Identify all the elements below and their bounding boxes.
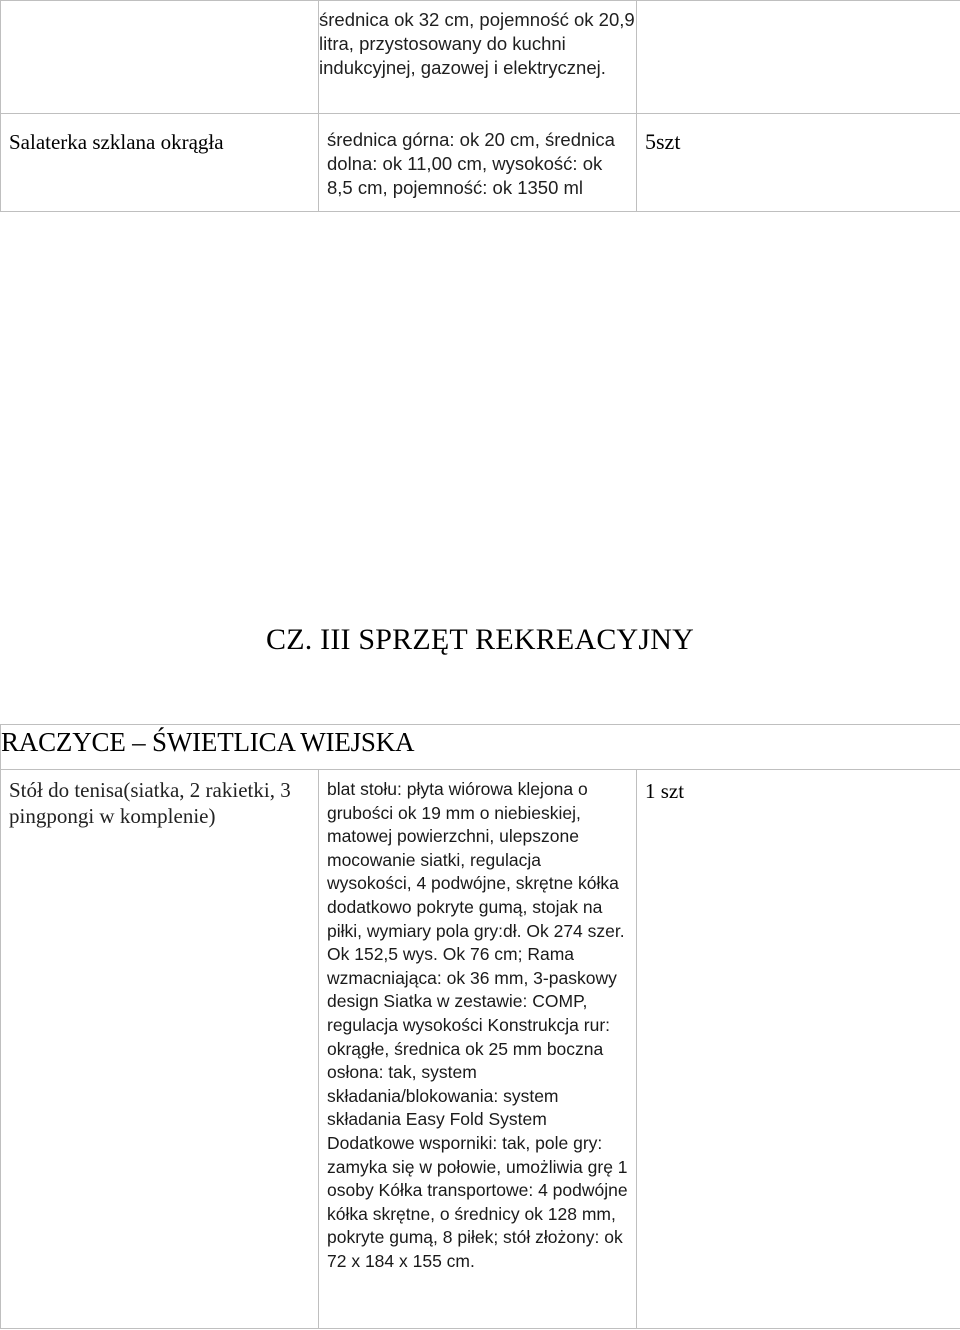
item-name-cell	[1, 114, 319, 212]
table-row	[1, 1, 960, 114]
table-row	[1, 770, 960, 1329]
item-name: Salaterka szklana okrągła	[9, 130, 224, 154]
bottom-items-table	[0, 724, 960, 1329]
item-name-cell	[1, 770, 319, 1329]
item-description: średnica górna: ok 20 cm, średnica dolna: ok 11,00 cm, wysokość: ok 8,5 cm, pojemność: ok 1350 ml	[327, 129, 615, 198]
item-quantity: 1 szt	[645, 779, 685, 803]
item-name: Stół do tenisa(siatka, 2 rakietki, 3 pingpongi w komplenie)	[9, 778, 291, 828]
section-title: CZ. III SPRZĘT REKREACYJNY	[266, 623, 694, 656]
item-quantity-cell	[637, 1, 960, 114]
item-description-cell	[319, 770, 637, 1329]
heading-row	[1, 725, 960, 770]
item-quantity-cell	[637, 114, 960, 212]
item-quantity: 5szt	[645, 129, 681, 154]
table-row	[1, 114, 960, 212]
item-description-cell	[319, 1, 637, 114]
item-quantity-cell	[637, 770, 960, 1329]
item-description-cell	[319, 114, 637, 212]
location-heading-cell	[1, 725, 960, 770]
item-description: średnica ok 32 cm, pojemność ok 20,9 litra, przystosowany do kuchni indukcyjnej, gazowej i elektrycznej.	[319, 9, 635, 78]
location-heading: RACZYCE – ŚWIETLICA WIEJSKA	[1, 727, 415, 757]
item-description: blat stołu: płyta wiórowa klejona o grubości ok 19 mm o niebieskiej, matowej powierzchni, ulepszone mocowanie siatki, regulacja wysokości, 4 podwójne, skrętne kółka dodatkowo pokryte gumą, stojak na piłki, wymiary pola gry:dł. Ok 274 szer. Ok 152,5 wys. Ok 76 cm; Rama wzmacniająca: ok 36 mm, 3-paskowy design Siatka w zestawie: COMP, regulacja wysokości Konstrukcja rur: okrągłe, średnica ok 25 mm boczna osłona: tak, system składania/blokowania: system składania Easy Fold System Dodatkowe wsporniki: tak, pole gry: zamyka się w połowie, umożliwia grę 1 osoby Kółka transportowe: 4 podwójne kółka skrętne, o średnicy ok 128 mm, pokryte gumą, 8 piłek; stół złożony: ok 72 x 184 x 155 cm.	[327, 779, 628, 1271]
top-items-table	[0, 0, 960, 212]
item-name-cell	[1, 1, 319, 114]
